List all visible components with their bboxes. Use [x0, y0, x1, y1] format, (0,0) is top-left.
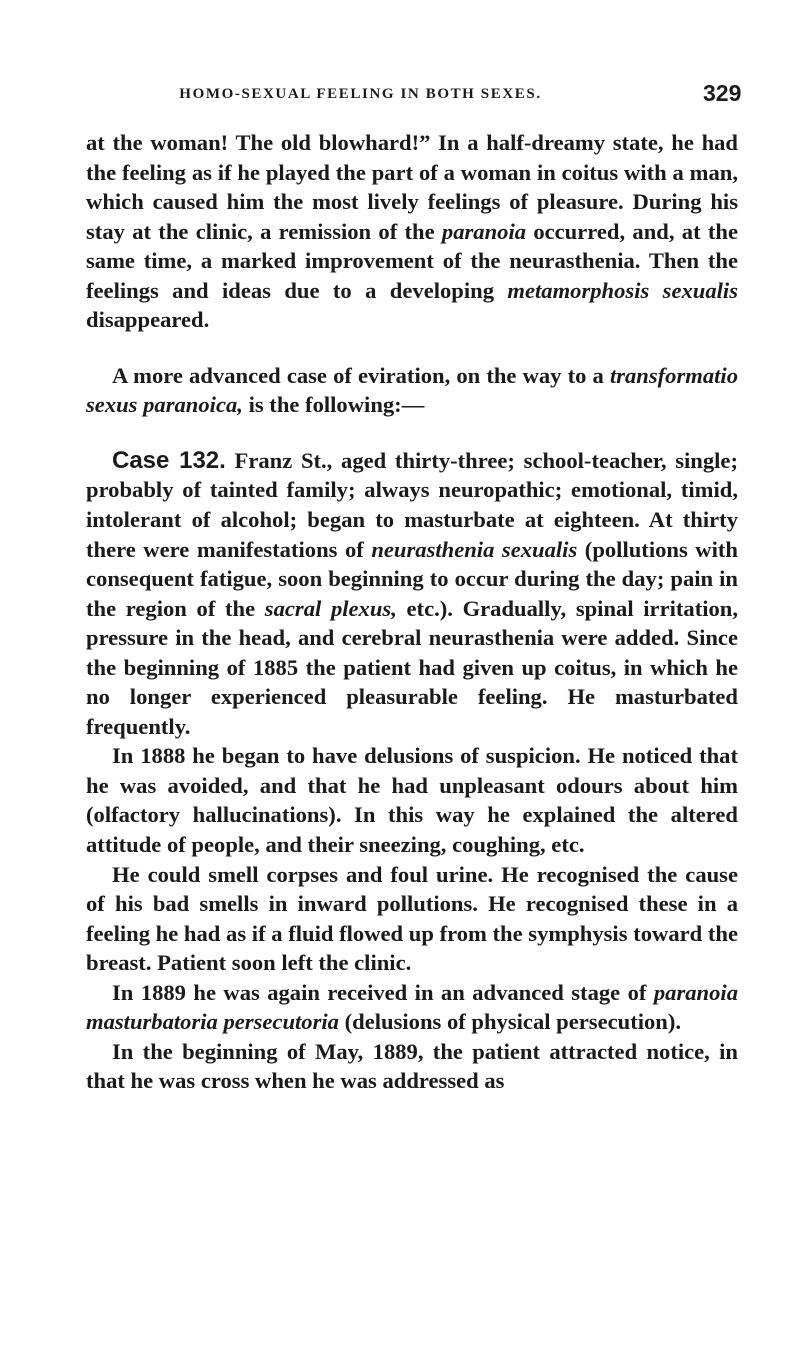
paragraph: In the beginning of May, 1889, the patient attracted notice, in that he was cross when he was addressed as — [86, 1038, 738, 1094]
body-text — [86, 128, 738, 1096]
paragraph: In 1888 he began to have delusions of suspicion. He noticed that he was avoided, and that he had unpleasant odours about him (olfactory hallucinations). In this way he explained the altered attitude of people, and their sneezing, coughing, etc. — [86, 743, 738, 858]
paragraph: In 1889 he was again received in an advanced stage of paranoia masturbatoria persecutoria (delusions of physical persecution). — [86, 979, 738, 1035]
case-label: Case 132. — [112, 446, 226, 474]
case-paragraph: Case 132. Franz St., aged thirty-three; school-teacher, single; probably of tainted family; always neuropathic; emotional, timid, intolerant of alcohol; began to masturbate at eighteen. At thirty there were manifestations of neurasthenia sexualis (pollutions with consequent fatigue, soon beginning to occur during the day; pain in the region of the sacral plexus, etc.). Gradually, spinal irritation, pressure in the head, and cerebral neurasthenia were added. Since the beginning of 1885 the patient had given up coitus, in which he no longer experienced pleasurable feeling. He masturbated frequently. — [86, 446, 739, 739]
paragraph-gap — [86, 335, 738, 361]
paragraph: He could smell corpses and foul urine. He recognised the cause of his bad smells in inward pollutions. He recognised these in a feeling he had as if a fluid flowed up from the symphysis toward the breast. Patient soon left the clinic. — [86, 861, 738, 976]
paragraph: A more advanced case of eviration, on the way to a transformatio sexus paranoica, is the following:— — [86, 362, 738, 418]
page-number: 329 — [703, 80, 742, 106]
paragraph-gap — [86, 420, 738, 446]
paragraph: at the woman! The old blowhard!” In a half-dreamy state, he had the feeling as if he played the part of a woman in coitus with a man, which caused him the most lively feelings of pleasure. During his stay at the clinic, a remission of the paranoia occurred, and, at the same time, a marked improvement of the neurasthenia. Then the feelings and ideas due to a developing metamorphosis sexualis disappeared. — [86, 130, 738, 333]
running-head: HOMO-SEXUAL FEELING IN BOTH SEXES. — [179, 86, 542, 102]
